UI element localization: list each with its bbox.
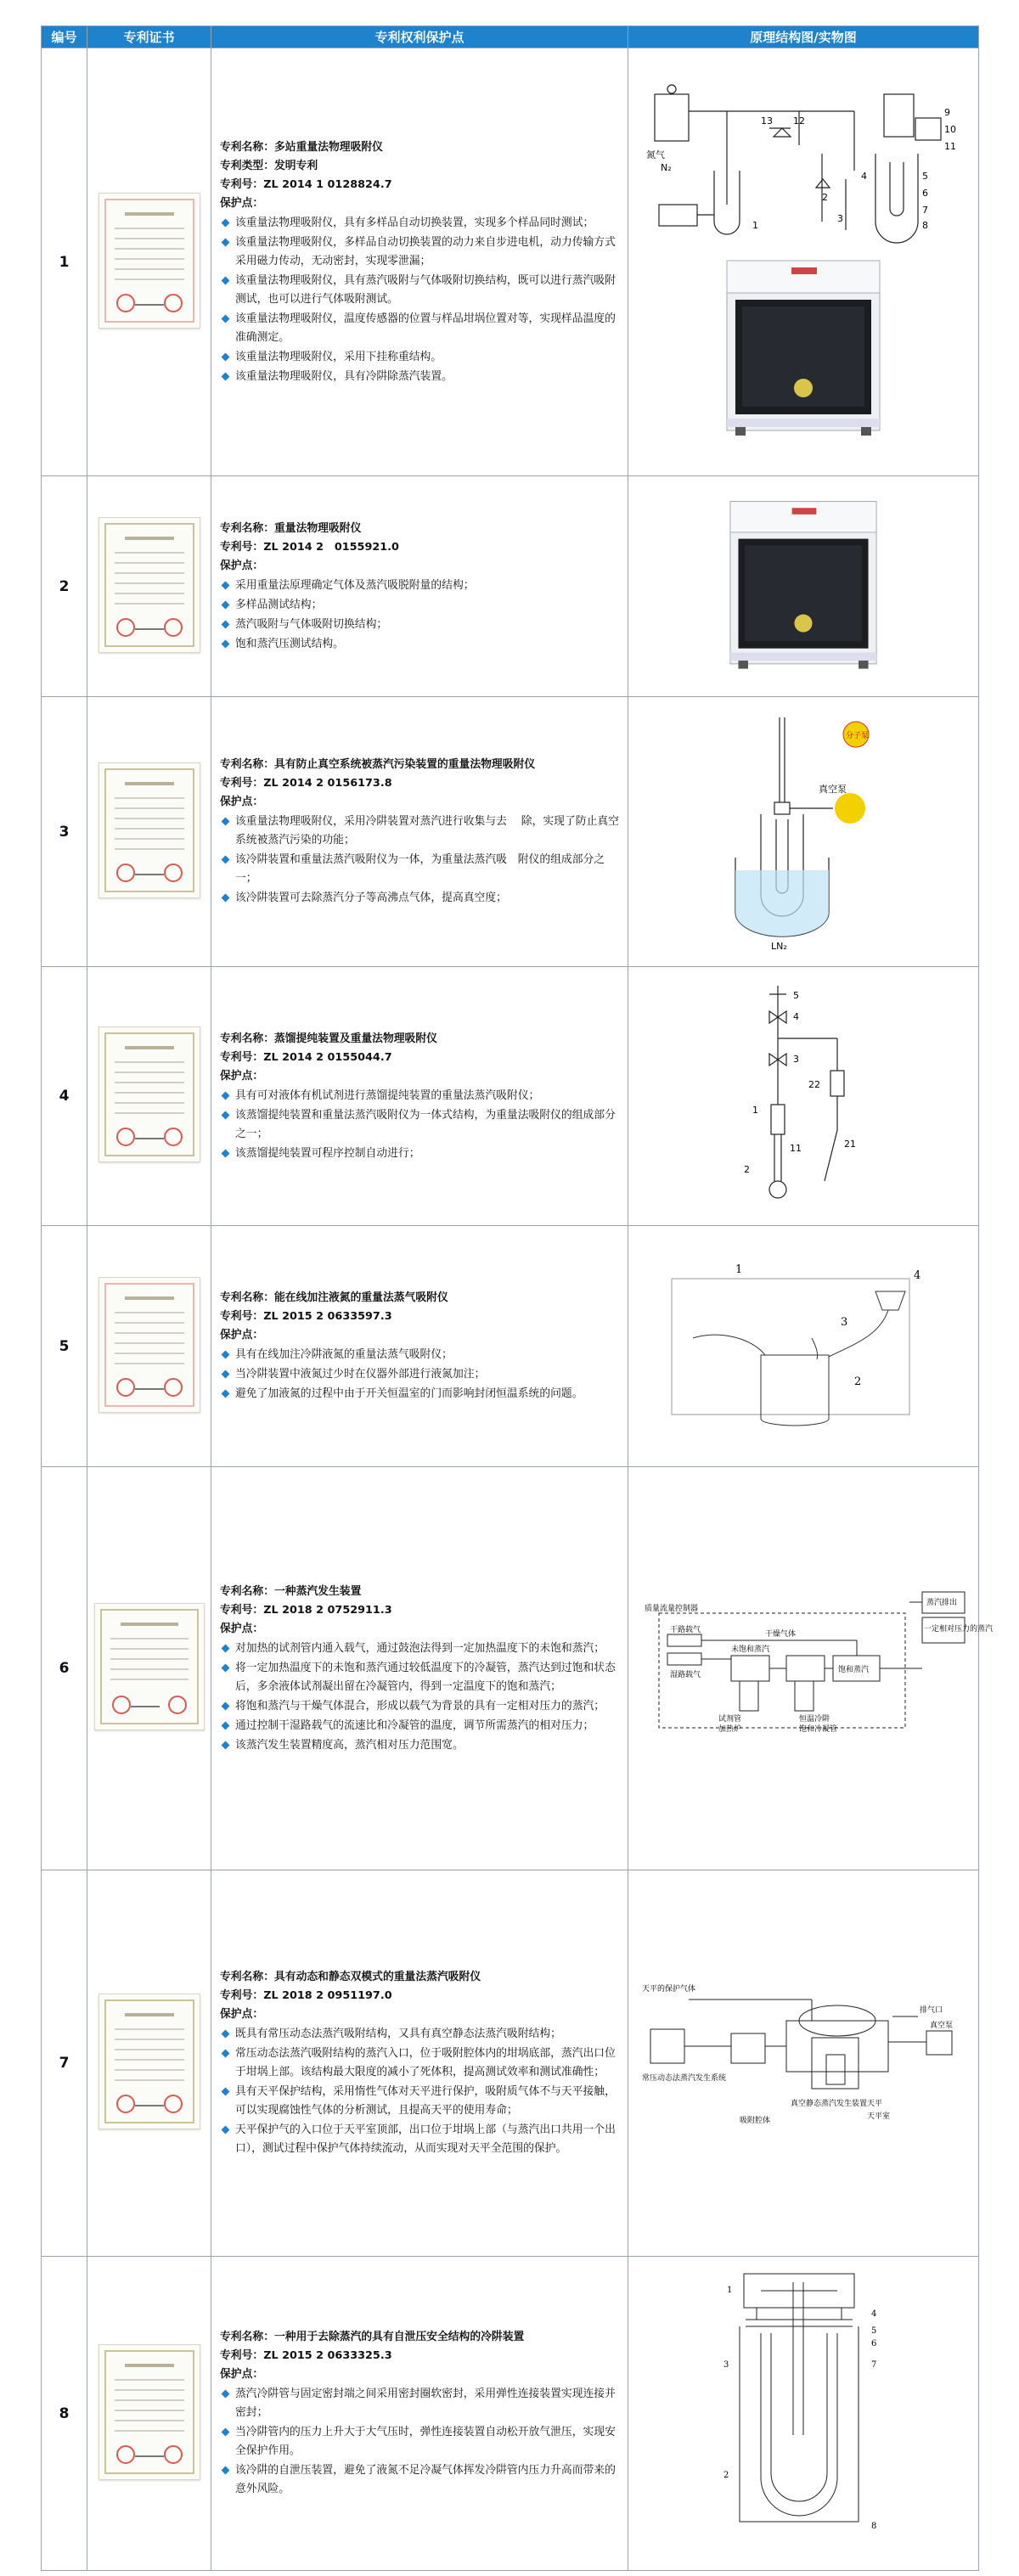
patent-table [41,25,994,2571]
patent-number: 专利号：ZL 2014 2 0155921.0 [220,540,399,554]
patent-type: 专利类型：发明专利 [220,159,318,172]
protection-point: 通过控制干湿路载气的流速比和冷凝管的温度，调节所需蒸汽的相对压力； [220,1717,619,1735]
row-number: 8 [42,2257,87,2571]
diagram-label: 未饱和蒸汽 [731,1645,770,1654]
protection-point: 天平保护气的入口位于天平室顶部，出口位于坩埚上部（与蒸汽出口共用一个出口），测试过程中保护气体持续流动，从而实现对天平全范围的保护。 [220,2121,619,2158]
table-row [42,476,979,697]
protection-point: 具有在线加注冷阱液氮的重量法蒸气吸附仪； [220,1346,619,1364]
table-row [42,967,979,1226]
patent-details [211,1870,628,2257]
patent-number: 专利号：ZL 2015 2 0633325.3 [220,2349,392,2362]
figure-cell [628,48,979,476]
table-row [42,2257,979,2571]
diagram-label: 吸附腔体 [740,2117,771,2125]
diagram-label: 13 [761,115,773,127]
protection-point: 当冷阱装置中液氮过少时在仪器外部进行液氮加注； [220,1365,619,1384]
diagram-label: 干燥气体 [765,1630,797,1639]
diagram-label: 1 [727,2285,733,2295]
diagram-label: 天平室 [867,2112,891,2121]
diagram-label: 4 [871,2309,877,2319]
protection-point: 避免了加液氮的过程中由于开关恒温室的门而影响封闭恒温系统的问题。 [220,1385,619,1403]
row-number: 3 [42,697,87,967]
protection-point: 采用重量法原理确定气体及蒸汽吸脱附量的结构； [220,577,619,595]
protection-point: 该重量法物理吸附仪，温度传感器的位置与样品坩埚位置对等，实现样品温度的准确测定。 [220,310,619,347]
diagram-label: 3 [837,212,843,224]
patent-name: 专利名称：一种用于去除蒸汽的具有自泄压安全结构的冷阱装置 [220,2331,525,2343]
protection-point: 该重量法物理吸附仪，采用下挂称重结构。 [220,348,619,367]
diagram-label: 2 [854,1375,862,1388]
figure-cell [628,1467,994,1870]
diagram-label: 质量流量控制器 [645,1605,699,1613]
liquid-nitrogen-diagram [659,1257,948,1436]
diagram-label: 9 [944,106,950,118]
row-number: 4 [42,967,87,1226]
figure-cell [628,967,979,1226]
diagram-label: 6 [871,2338,877,2348]
points-label: 保护点： [220,2008,264,2021]
schematic-diagram [642,77,965,247]
patent-details [211,48,628,476]
cold-trap-diagram [710,709,897,955]
points-label: 保护点： [220,1329,264,1341]
diagram-label: 8 [922,219,928,231]
patent-name: 专利名称：蒸馏提纯装置及重量法物理吸附仪 [220,1032,437,1045]
diagram-label: 饱和蒸汽 [838,1666,870,1674]
steam-generator-diagram [638,1583,994,1753]
patent-name: 专利名称：多站重量法物理吸附仪 [220,140,383,154]
patent-details [211,967,628,1226]
protection-point: 该重量法物理吸附仪，具有蒸汽吸附与气体吸附切换结构，既可以进行蒸汽吸附测试，也可以进行气体吸附测试。 [220,272,619,309]
protection-point: 该冷阱装置可去除蒸汽分子等高沸点气体，提高真空度； [220,889,619,908]
points-label: 保护点： [220,559,264,572]
distillation-diagram [718,977,888,1215]
diagram-label: 4 [914,1268,921,1282]
diagram-label: LN₂ [771,940,787,952]
patent-number: 专利号：ZL 2018 2 0752911.3 [220,1603,392,1617]
diagram-label: 2 [822,191,828,203]
diagram-label: 2 [744,1164,750,1175]
certificate-image [99,2344,200,2480]
certificate-cell [87,2257,211,2571]
protection-point: 该蒸汽发生装置精度高，蒸汽相对压力范围宽。 [220,1736,619,1755]
diagram-label: 分子泵 [846,731,870,740]
diagram-label: 3 [793,1054,799,1065]
patent-details [211,2257,628,2571]
protection-point: 将饱和蒸汽与干燥气体混合，形成以载气为背景的具有一定相对压力的蒸汽； [220,1697,619,1716]
diagram-label: 常压动态法蒸汽发生系统 [642,2074,727,2083]
points-label: 保护点： [220,1622,264,1635]
diagram-label: 干路载气 [670,1626,701,1634]
table-row [42,697,979,967]
diagram-label: 5 [922,170,928,182]
diagram-label: 1 [735,1263,743,1276]
patent-number: 专利号：ZL 2014 2 0156173.8 [220,777,392,790]
diagram-label: 湿路载气 [670,1671,701,1679]
protection-point: 常压动态法蒸汽吸附结构的蒸汽入口，位于吸附腔体内的坩埚底部，蒸汽出口位于坩埚上部。该结构最大限度的减小了死体积，提高测试效率和测试准确性； [220,2044,619,2082]
diagram-label: 8 [871,2521,877,2531]
certificate-image [99,1026,200,1162]
patent-name: 专利名称：具有防止真空系统被蒸汽污染装置的重量法物理吸附仪 [220,758,536,771]
protection-point: 该蒸馏提纯装置和重量法蒸汽吸附仪为一体式结构，为重量法吸附仪的组成部分之一； [220,1106,619,1144]
protection-point: 蒸汽吸附与气体吸附切换结构； [220,616,619,634]
diagram-label: N₂ [661,161,672,173]
diagram-label: 10 [944,123,956,135]
diagram-label: 11 [790,1143,802,1154]
header-figure: 原理结构图/实物图 [628,26,979,48]
diagram-label: 加热炉 [718,1725,742,1734]
patent-number: 专利号：ZL 2015 2 0633597.3 [220,1310,392,1323]
protection-point: 多样品测试结构； [220,596,619,615]
diagram-label: 真空泵 [819,783,847,795]
diagram-label: 3 [723,2359,729,2370]
patent-name: 专利名称：重量法物理吸附仪 [220,521,362,535]
protection-point: 该重量法物理吸附仪，具有冷阱除蒸汽装置。 [220,368,619,386]
diagram-label: 氮气 [646,149,665,160]
row-number: 7 [42,1870,87,2257]
diagram-label: 排气口 [920,2006,943,2015]
protection-point: 该重量法物理吸附仪，具有多样品自动切换装置，实现多个样品同时测试； [220,214,619,233]
points-label: 保护点： [220,196,264,210]
protection-point: 该冷阱的自泄压装置，避免了液氮不足冷凝气体挥发冷阱管内压力升高而带来的意外风险。 [220,2461,619,2499]
diagram-label: 4 [793,1011,799,1022]
diagram-label: 天平的保护气体 [642,1985,696,1994]
protection-point: 该蒸馏提纯装置可程序控制自动进行； [220,1145,619,1163]
protection-point: 具有天平保护结构，采用惰性气体对天平进行保护，吸附质气体不与天平接触，可以实现腐蚀性气体的分析测试，且提高天平的使用寿命； [220,2083,619,2120]
certificate-image [94,1603,205,1730]
safety-cold-trap-diagram [693,2265,914,2562]
row-number: 2 [42,476,87,697]
diagram-label: 5 [871,2326,877,2336]
protection-point: 当冷阱管内的压力上升大于大气压时，弹性连接装置自动松开放气泄压，实现安全保护作用。 [220,2423,619,2461]
protection-point: 将一定加热温度下的未饱和蒸汽通过较低温度下的冷凝管，蒸汽达到过饱和状态后，多余液体试剂凝出留在冷凝管内，得到一定温度下的饱和蒸汽； [220,1659,619,1696]
diagram-label: 7 [922,204,928,216]
dual-mode-diagram [638,1978,969,2148]
diagram-label: 真空静态蒸汽发生装置 [791,2100,868,2108]
header-points: 专利权利保护点 [211,26,628,48]
figure-cell [628,1870,979,2257]
table-row [42,1467,979,1870]
table-row [42,1226,979,1467]
diagram-label: 一定相对压力的蒸汽 [924,1625,994,1634]
diagram-label: 真空泵 [930,2022,954,2030]
certificate-cell [87,1226,211,1467]
certificate-cell [87,476,211,697]
patent-number: 专利号：ZL 2014 1 0128824.7 [220,177,392,191]
figure-cell [628,2257,979,2571]
points-label: 保护点： [220,1069,264,1083]
patent-name: 专利名称：具有动态和静态双模式的重量法蒸汽吸附仪 [220,1971,481,1983]
diagram-label: 3 [841,1315,848,1329]
protection-point: 该冷阱装置和重量法蒸汽吸附仪为一体，为重量法蒸汽吸 附仪的组成部分之一； [220,851,619,888]
diagram-label: 1 [752,219,758,231]
table-row [42,1870,979,2257]
diagram-label: 天平 [867,2100,883,2108]
protection-point: 对加热的试剂管内通入载气，通过鼓泡法得到一定加热温度下的未饱和蒸汽； [220,1640,619,1658]
row-number: 6 [42,1467,87,1870]
patent-name: 专利名称：一种蒸汽发生装置 [220,1584,362,1598]
figure-cell [628,476,979,697]
device-photo [710,252,897,447]
diagram-label: 恒温冷阱 [799,1715,830,1724]
protection-point: 饱和蒸汽压测试结构。 [220,635,619,654]
certificate-image [99,1277,200,1413]
table-header-row [42,26,979,48]
diagram-label: 12 [793,115,805,127]
protection-point: 该重量法物理吸附仪，采用冷阱装置对蒸汽进行收集与去 除，实现了防止真空系统被蒸汽污染的功能； [220,813,619,850]
diagram-label: 2 [723,2470,729,2480]
certificate-image [99,517,200,653]
patent-name: 专利名称：能在线加注液氮的重量法蒸气吸附仪 [220,1291,448,1304]
patent-number: 专利号：ZL 2018 2 0951197.0 [220,1989,392,2002]
patent-number: 专利号：ZL 2014 2 0155044.7 [220,1050,392,1064]
device-photo [710,493,897,680]
protection-point: 该重量法物理吸附仪，多样品自动切换装置的动力来自步进电机，动力传输方式采用磁力传动，无动密封，实现零泄漏； [220,233,619,271]
table-row [42,48,979,476]
diagram-label: 6 [922,187,928,199]
certificate-image [99,762,200,898]
certificate-cell [87,1467,211,1870]
row-number: 1 [42,48,87,476]
figure-cell [628,697,979,967]
diagram-label: 饱和冷凝管 [799,1725,838,1734]
patent-details [211,1467,628,1870]
points-label: 保护点： [220,2368,264,2381]
certificate-cell [87,1870,211,2257]
diagram-label: 11 [944,140,956,152]
diagram-label: 21 [844,1139,856,1150]
patent-details [211,1226,628,1467]
diagram-label: 试剂管 [718,1715,742,1724]
certificate-cell [87,48,211,476]
diagram-label: 5 [793,990,799,1001]
diagram-label: 1 [752,1105,758,1116]
diagram-label: 蒸汽排出 [926,1599,958,1607]
protection-point: 蒸汽冷阱管与固定密封端之间采用密封圈软密封，采用弹性连接装置实现连接并密封； [220,2385,619,2422]
certificate-cell [87,697,211,967]
header-cert: 专利证书 [87,26,211,48]
certificate-image [99,1994,200,2129]
diagram-label: 22 [808,1079,820,1090]
patent-details [211,476,628,697]
protection-point: 具有可对液体有机试剂进行蒸馏提纯装置的重量法蒸汽吸附仪； [220,1087,619,1105]
protection-point: 既具有常压动态法蒸汽吸附结构，又具有真空静态法蒸汽吸附结构； [220,2025,619,2044]
diagram-label: 7 [871,2359,877,2370]
figure-cell [628,1226,979,1467]
row-number: 5 [42,1226,87,1467]
diagram-label: 4 [861,170,867,182]
certificate-image [99,193,200,329]
patent-details [211,697,628,967]
points-label: 保护点： [220,796,264,808]
certificate-cell [87,967,211,1226]
header-num: 编号 [42,26,87,48]
